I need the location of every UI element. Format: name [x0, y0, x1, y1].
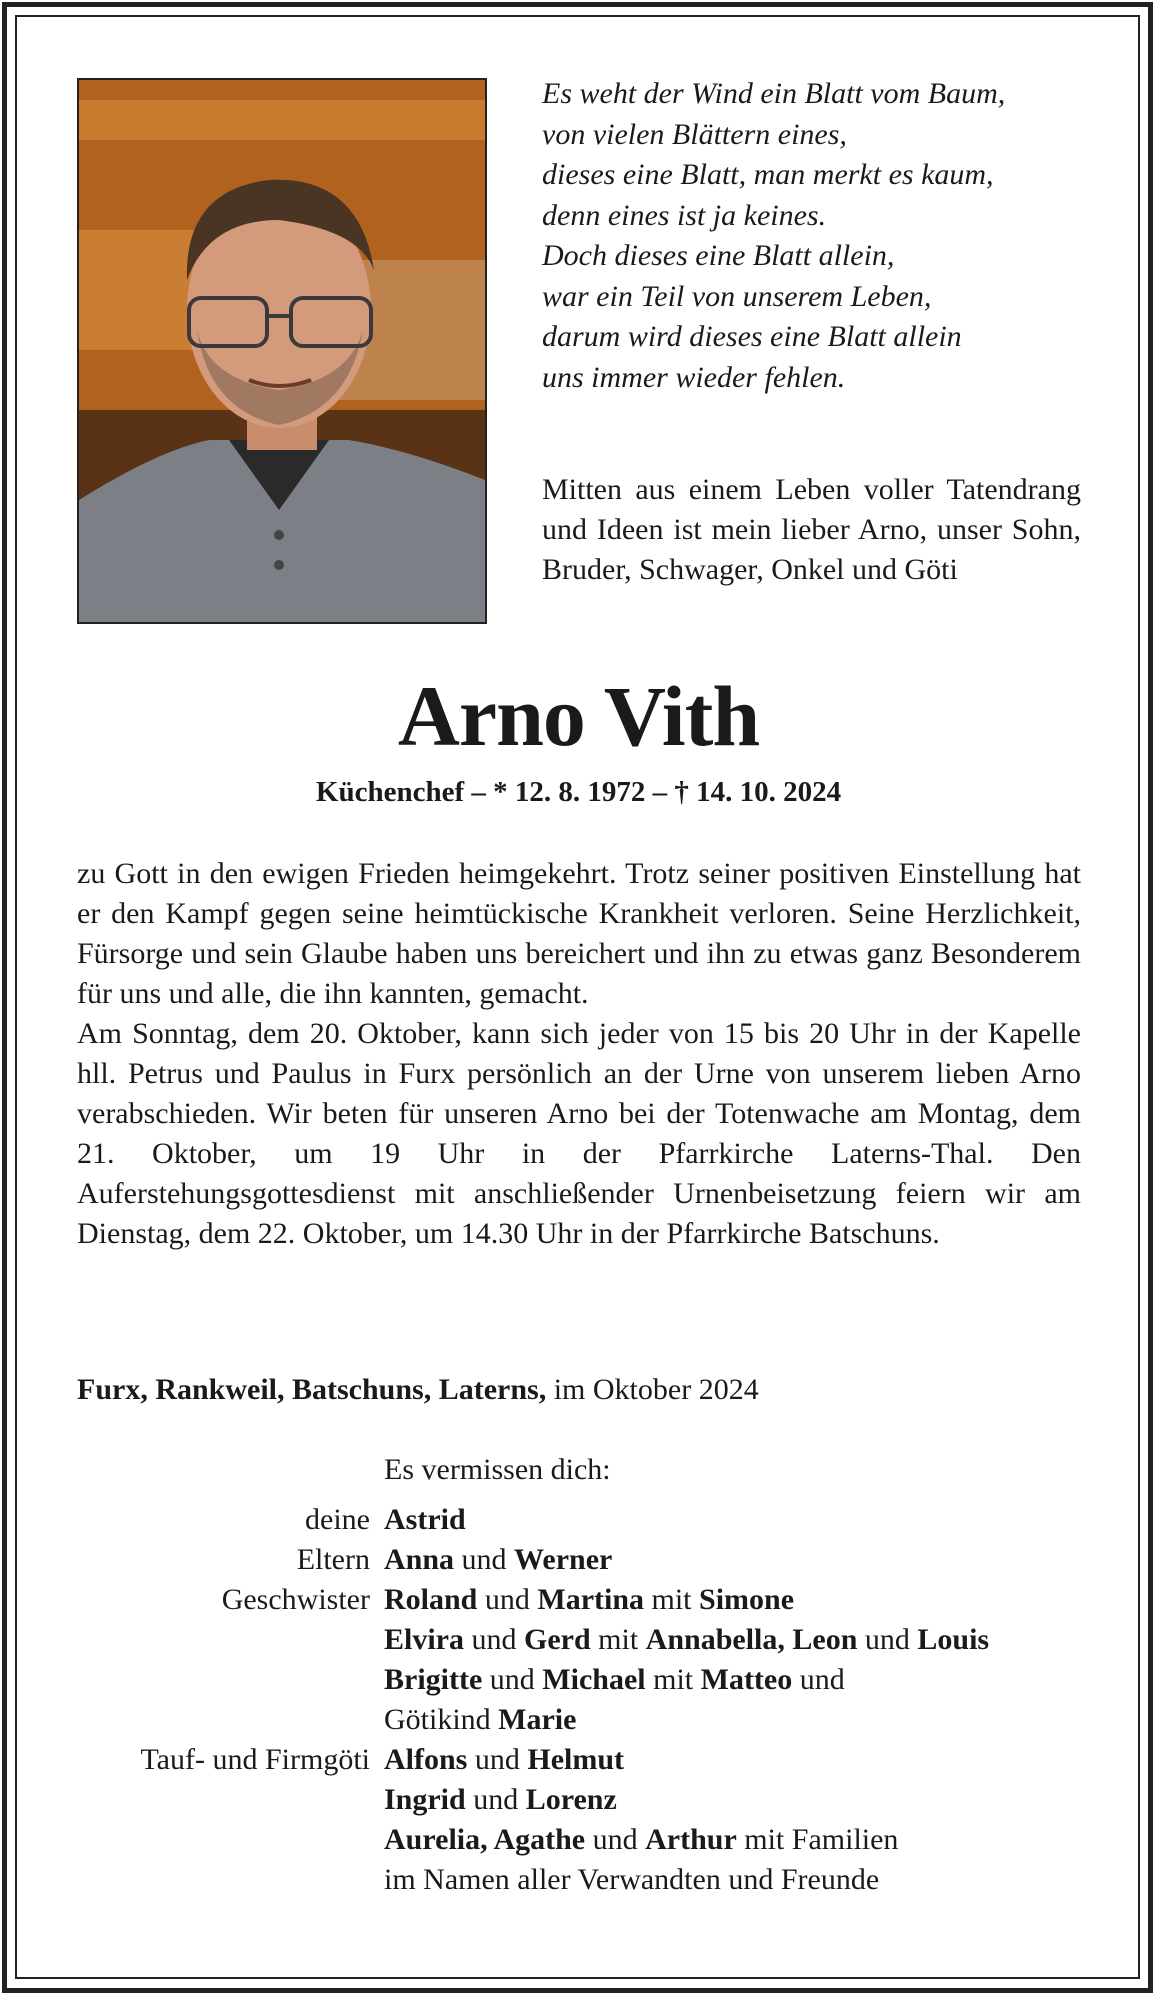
mourner-name: Simone — [699, 1583, 795, 1616]
mourner-connector: mit Familien — [736, 1823, 899, 1856]
place-date: im Oktober 2024 — [546, 1373, 759, 1406]
mourner-connector: mit — [645, 1663, 701, 1696]
mourner-names — [384, 1620, 989, 1660]
mourner-connector: mit — [644, 1583, 700, 1616]
portrait-photo — [77, 78, 487, 624]
mourner-row — [60, 1860, 1120, 1900]
mourner-relation — [60, 1780, 384, 1820]
mourner-names — [384, 1740, 624, 1780]
poem-line: uns immer wieder fehlen. — [542, 360, 846, 394]
mourner-relation — [60, 1860, 384, 1900]
body-paragraph: Am Sonntag, dem 20. Oktober, kann sich jeder von 15 bis 20 Uhr in der Kapelle hll. Petrus und Paulus in Furx persönlich an der Urne von unserem lieben Arno verabschieden. Wir beten für unseren Arno bei der Totenwache am Montag, dem 21. Oktober, um 19 Uhr in der Pfarrkirche Laterns-Thal. Den Auferstehungsgottesdienst mit anschließender Urnenbeisetzung feiern wir am Dienstag, dem 22. Oktober, um 14.30 Uhr in der Pfarrkirche Batschuns. — [77, 1017, 1081, 1250]
mourner-connector: Götikind — [384, 1703, 499, 1736]
mourner-connector: mit — [590, 1623, 646, 1656]
body-paragraph: zu Gott in den ewigen Frieden heimgekehrt. Trotz seiner positiven Einstellung hat er den Kampf gegen seine heimtückische Krankheit verloren. Seine Herzlichkeit, Fürsorge und sein Glaube haben uns bereichert und ihn zu etwas ganz Besonderem für uns und alle, die ihn kannten, gemacht. — [77, 857, 1081, 1010]
poem-line: dieses eine Blatt, man merkt es kaum, — [542, 158, 994, 191]
mourners-list — [60, 1500, 1120, 1900]
place-date-line — [77, 1370, 759, 1410]
deceased-name: Arno Vith — [397, 668, 760, 764]
mourner-connector: und — [464, 1623, 524, 1656]
poem-line: Es weht der Wind ein Blatt vom Baum, — [542, 77, 1006, 110]
mourner-relation: Eltern — [296, 1543, 370, 1576]
mourner-row — [60, 1500, 1120, 1540]
poem-line: Doch dieses eine Blatt allein, — [542, 239, 895, 272]
mourner-connector: und — [482, 1663, 543, 1696]
mourner-name: Louis — [917, 1623, 990, 1656]
mourner-names — [384, 1660, 845, 1700]
mourner-connector: und — [465, 1783, 526, 1816]
mourner-row — [60, 1780, 1120, 1820]
mourner-names — [384, 1860, 879, 1900]
mourner-name: Matteo — [700, 1663, 793, 1696]
place-names: Furx, Rankweil, Batschuns, Laterns, — [77, 1373, 547, 1406]
mourner-name: Arthur — [645, 1823, 737, 1856]
mourner-row — [60, 1700, 1120, 1740]
mourner-connector: und — [585, 1823, 646, 1856]
mourner-name: Roland — [384, 1583, 478, 1616]
mourner-name: Annabella, Leon — [645, 1623, 858, 1656]
mourner-names — [384, 1500, 466, 1540]
mourner-name: Alfons — [384, 1743, 468, 1776]
mourner-connector: und — [792, 1663, 845, 1696]
mourner-name: Marie — [498, 1703, 577, 1736]
mourner-relation — [60, 1620, 384, 1660]
mourner-relation: Tauf- und Firmgöti — [140, 1743, 370, 1776]
mourner-names — [384, 1780, 617, 1820]
mourner-name: Gerd — [524, 1623, 591, 1656]
mourner-row — [60, 1820, 1120, 1860]
mourner-relation: Geschwister — [221, 1583, 370, 1616]
poem — [542, 74, 1102, 398]
mourner-names — [384, 1540, 612, 1580]
mourner-names — [384, 1820, 898, 1860]
mourner-connector: und — [477, 1583, 538, 1616]
mourner-relation — [60, 1820, 384, 1860]
mourner-name: Ingrid — [384, 1783, 466, 1816]
poem-line: darum wird dieses eine Blatt allein — [542, 320, 962, 353]
mourner-row — [60, 1580, 1120, 1620]
obituary-body — [77, 854, 1081, 1254]
intro-text: Mitten aus einem Leben voller Tatendrang und Ideen ist mein lieber Arno, unser Sohn, Bruder, Schwager, Onkel und Göti — [542, 473, 1081, 586]
mourner-names — [384, 1700, 576, 1740]
poem-line: von vielen Blättern eines, — [542, 117, 847, 151]
mourner-name: Astrid — [384, 1503, 466, 1536]
mourner-name: Werner — [514, 1543, 613, 1576]
mourner-name: Elvira — [384, 1623, 464, 1656]
mourner-name: Brigitte — [384, 1663, 483, 1696]
mourner-connector: und — [454, 1543, 515, 1576]
deceased-dates: Küchenchef – * 12. 8. 1972 – † 14. 10. 2024 — [315, 776, 842, 808]
mourners-heading: Es vermissen dich: — [384, 1453, 611, 1486]
poem-line: denn eines ist ja keines. — [542, 198, 827, 232]
mourner-row — [60, 1540, 1120, 1580]
mourner-relation: deine — [305, 1503, 370, 1536]
mourner-row — [60, 1740, 1120, 1780]
mourner-row — [60, 1620, 1120, 1660]
mourner-connector: im Namen aller Verwandten und Freunde — [384, 1863, 880, 1896]
mourner-row — [60, 1660, 1120, 1700]
mourner-name: Anna — [384, 1543, 455, 1576]
mourner-relation — [60, 1660, 384, 1700]
mourner-name: Michael — [542, 1663, 646, 1696]
poem-line: war ein Teil von unserem Leben, — [542, 279, 932, 313]
mourner-name: Martina — [537, 1583, 645, 1616]
mourner-connector: und — [857, 1623, 918, 1656]
portrait-illustration — [79, 80, 485, 622]
mourner-name: Helmut — [527, 1743, 625, 1776]
mourner-names — [384, 1580, 794, 1620]
mourner-relation — [60, 1700, 384, 1740]
mourner-name: Lorenz — [525, 1783, 617, 1816]
mourner-name: Aurelia, Agathe — [384, 1823, 586, 1856]
mourner-connector: und — [467, 1743, 528, 1776]
